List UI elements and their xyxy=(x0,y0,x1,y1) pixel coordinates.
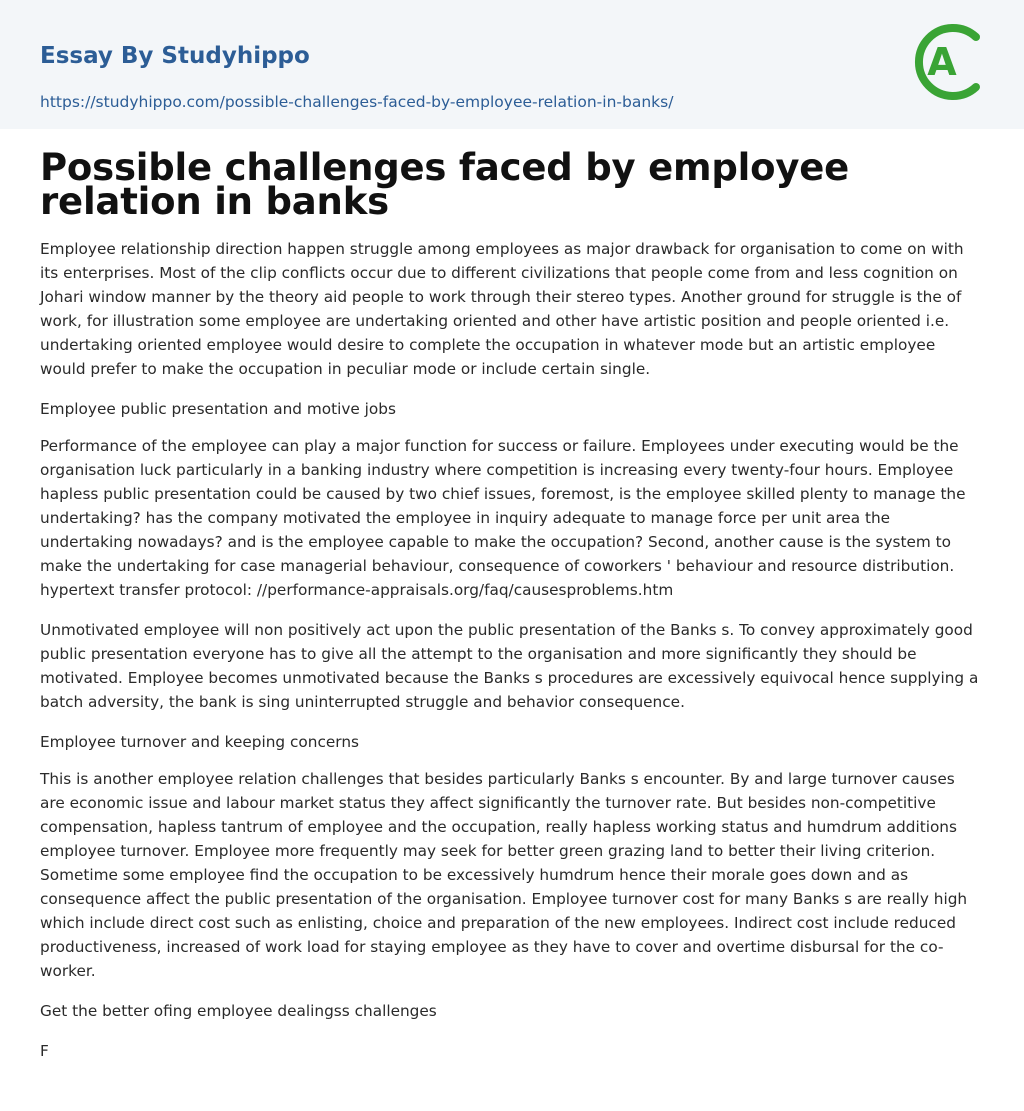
section-heading: Employee public presentation and motive jobs xyxy=(40,400,396,418)
page-url-link[interactable]: https://studyhippo.com/possible-challenges-faced-by-employee-relation-in-banks/ xyxy=(40,93,674,111)
studyhippo-logo-icon[interactable] xyxy=(914,18,986,106)
paragraph: Employee relationship direction happen struggle among employees as major drawback for organisation to come on with its enterprises. Most of the clip conflicts occur due to different civilizations that people come from and less cognition on Johari window manner by the theory aid people to work through their stereo types. Another ground for struggle is the of work, for illustration some employee are undertaking oriented and other have artistic position and people oriented i.e. undertaking oriented employee would desire to complete the occupation in whatever mode but an artistic employee would prefer to make the occupation in peculiar mode or include certain single. xyxy=(40,240,964,378)
section-heading: Employee turnover and keeping concerns xyxy=(40,733,359,751)
logo-letter: A xyxy=(927,40,957,84)
paragraph: F xyxy=(40,1042,49,1060)
brand-title[interactable]: Essay By Studyhippo xyxy=(40,43,310,69)
paragraph: Unmotivated employee will non positively act upon the public presentation of the Banks s. To convey approximately good public presentation everyone has to give all the attempt to the organisation and more significantly they should be motivated. Employee becomes unmotivated because the Banks s procedures are excessively equivocal hence supplying a batch adversity, the bank is sing uninterrupted struggle and behavior consequence. xyxy=(40,621,979,711)
page-title: Possible challenges faced by employee relation in banks xyxy=(40,146,850,223)
paragraph: This is another employee relation challenges that besides particularly Banks s encounter. By and large turnover causes are economic issue and labour market status they affect significantly the turnover rate. But besides non-competitive compensation, hapless tantrum of employee and the occupation, really hapless working status and humdrum additions employee turnover. Employee more frequently may seek for better green grazing land to better their living criterion. Sometime some employee find the occupation to be excessively humdrum hence their morale goes down and as consequence affect the public presentation of the organisation. Employee turnover cost for many Banks s are really high which include direct cost such as enlisting, choice and preparation of the new employees. Indirect cost include reduced productiveness, increased of work load for staying employee as they have to cover and overtime disbursal for the co-worker. xyxy=(40,770,968,980)
site-header xyxy=(0,0,1024,129)
section-heading: Get the better ofing employee dealingss challenges xyxy=(40,1002,437,1020)
article xyxy=(0,146,1024,1063)
paragraph: Performance of the employee can play a major function for success or failure. Employees under executing would be the organisation luck particularly in a banking industry where competition is increasing every twenty-four hours. Employee hapless public presentation could be caused by two chief issues, foremost, is the employee skilled plenty to manage the undertaking? has the company motivated the employee in inquiry adequate to manage force per unit area the undertaking nowadays? and is the employee capable to make the occupation? Second, another cause is the system to make the undertaking for case managerial behaviour, consequence of coworkers ' behaviour and resource distribution. hypertext transfer protocol: //performance-appraisals.org/faq/causesproblems.htm xyxy=(40,437,966,599)
